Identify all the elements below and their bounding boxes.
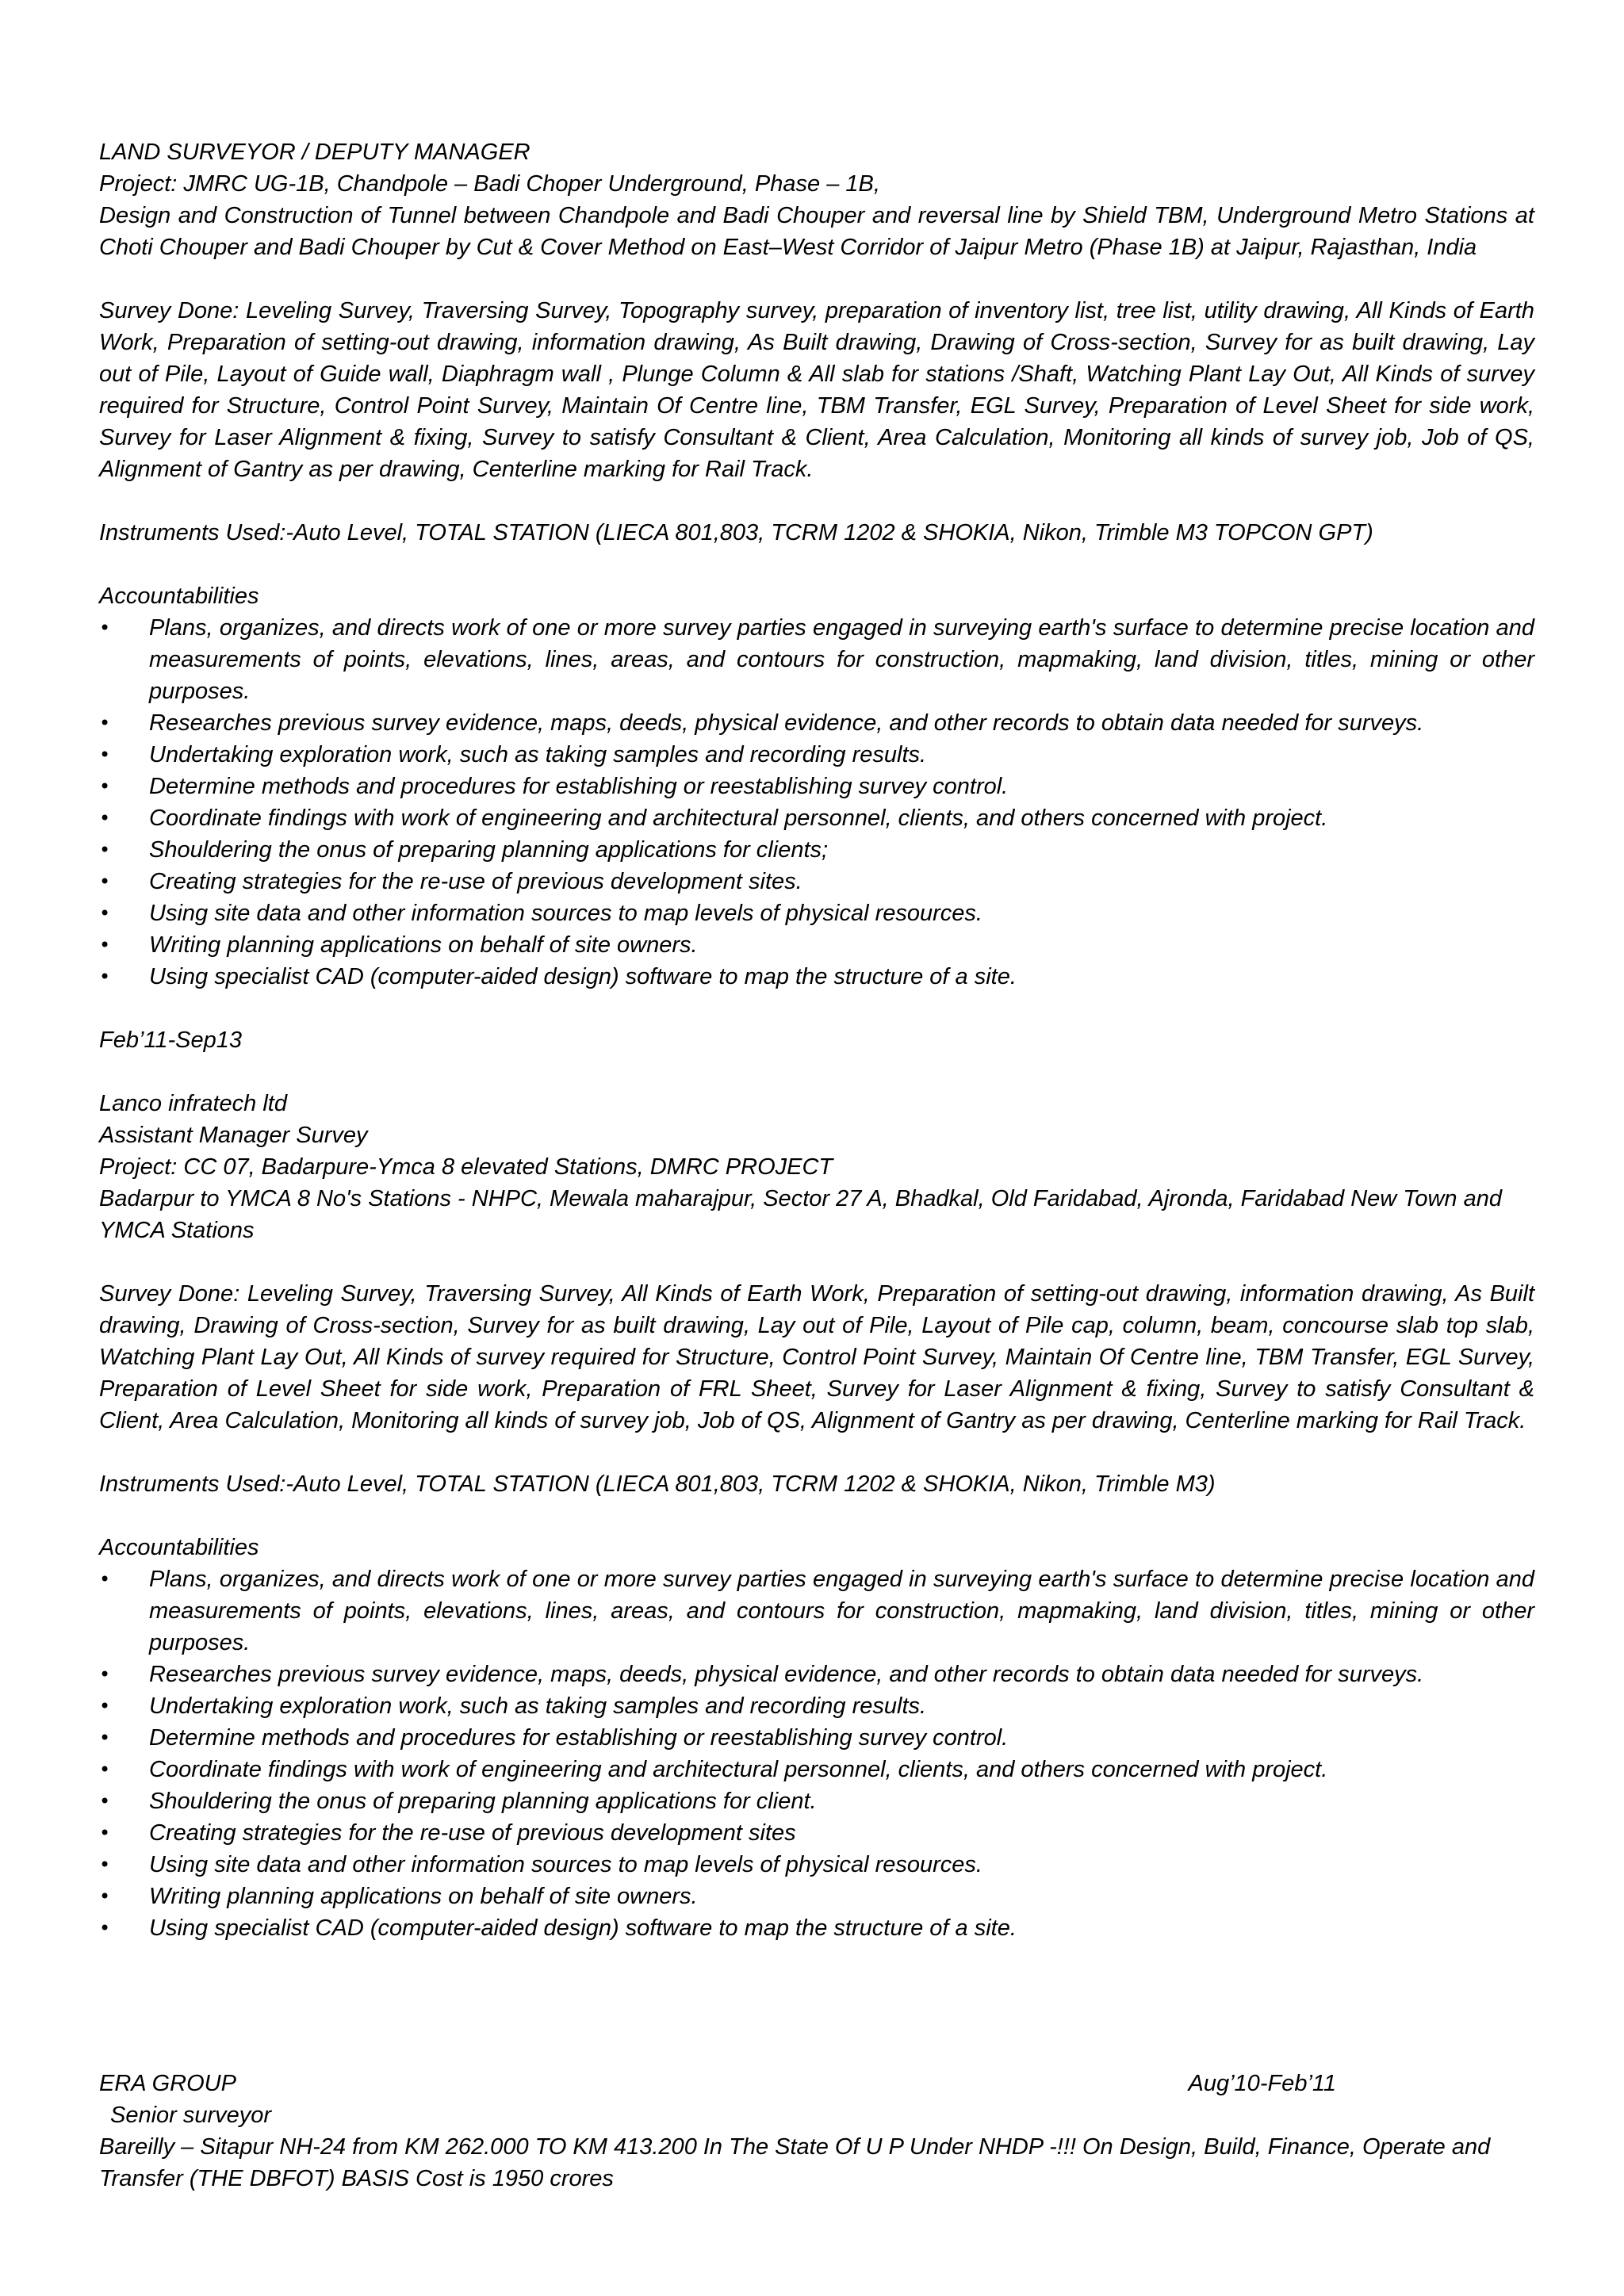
list-item: • Shouldering the onus of preparing planning applications for clients; — [99, 834, 1534, 866]
project-design: Design and Construction of Tunnel between Chandpole and Badi Chouper and reversal line by Shield TBM, Underground Metro Stations at Choti Chouper and Badi Chouper by Cut & Cover Method on East–West Corridor of Jaipur Metro (Phase 1B) at Jaipur, Rajasthan, India — [99, 203, 1534, 260]
company-name: Lanco infratech ltd — [99, 1091, 287, 1116]
instruments-used: Instruments Used:-Auto Level, TOTAL STATION (LIECA 801,803, TCRM 1202 & SHOKIA, Nikon, Trimble M3) — [99, 1471, 1216, 1497]
project-description: Bareilly – Sitapur NH-24 from KM 262.000 TO KM 413.200 In The State Of U P Under NHDP -!!! On Design, Build, Finance, Operate and Transfer (THE DBFOT) BASIS Cost is 1950 crores — [99, 2134, 1491, 2191]
bullet-icon: • — [99, 1790, 111, 1812]
list-item: • Using specialist CAD (computer-aided design) software to map the structure of a site. — [99, 1912, 1534, 1944]
bullet-icon: • — [99, 1885, 111, 1908]
employment-dates: Aug’10-Feb’11 — [1188, 2071, 1336, 2096]
project-line: Project: CC 07, Badarpure-Ymca 8 elevated Stations, DMRC PROJECT — [99, 1154, 833, 1180]
list-item: • Writing planning applications on behalf of site owners. — [99, 929, 1534, 961]
survey-done: Survey Done: Leveling Survey, Traversing Survey, All Kinds of Earth Work, Preparation of setting-out drawing, information drawing, As Built drawing, Drawing of Cross-section, Survey for as built drawing, Lay out of Pile, Layout of Pile cap, column, beam, concourse slab top slab, Watching Plant Lay Out, All Kinds of survey required for Structure, Control Point Survey, Maintain Of Centre line, TBM Transfer, EGL Survey, Preparation of Level Sheet for side work, Preparation of FRL Sheet, Survey for Laser Alignment & fixing, Survey to satisfy Consultant & Client, Area Calculation, Monitoring all kinds of survey job, Job of QS, Alignment of Gantry as per drawing, Centerline marking for Rail Track. — [99, 1281, 1534, 1433]
list-item: • Coordinate findings with work of engineering and architectural personnel, clients, and others concerned with project. — [99, 1754, 1534, 1785]
bullet-icon: • — [99, 807, 111, 829]
employment-dates: Feb’11-Sep13 — [99, 1027, 243, 1053]
bullet-icon: • — [99, 966, 111, 988]
list-item: • Researches previous survey evidence, maps, deeds, physical evidence, and other records to obtain data needed for surveys. — [99, 707, 1534, 739]
list-item: • Determine methods and procedures for establishing or reestablishing survey control. — [99, 1722, 1534, 1754]
role-title: Senior surveyor — [110, 2103, 272, 2128]
bullet-icon: • — [99, 1758, 111, 1781]
bullet-icon: • — [99, 1568, 111, 1590]
list-item: • Undertaking exploration work, such as taking samples and recording results. — [99, 739, 1534, 771]
company-name: ERA GROUP — [99, 2071, 236, 2096]
list-item: • Creating strategies for the re-use of previous development sites. — [99, 866, 1534, 897]
bullet-icon: • — [99, 1695, 111, 1717]
document-page — [99, 136, 1534, 2195]
accountabilities-list — [99, 1563, 1534, 1944]
accountabilities-list — [99, 612, 1534, 993]
bullet-icon: • — [99, 1822, 111, 1844]
accountabilities-heading: Accountabilities — [99, 1535, 259, 1560]
bullet-icon: • — [99, 1727, 111, 1749]
job-title: LAND SURVEYOR / DEPUTY MANAGER — [99, 140, 530, 165]
bullet-icon: • — [99, 934, 111, 956]
bullet-icon: • — [99, 775, 111, 798]
bullet-icon: • — [99, 617, 111, 639]
list-item: • Determine methods and procedures for establishing or reestablishing survey control. — [99, 771, 1534, 802]
accountabilities-heading: Accountabilities — [99, 584, 259, 609]
survey-done: Survey Done: Leveling Survey, Traversing Survey, Topography survey, preparation of inventory list, tree list, utility drawing, All Kinds of Earth Work, Preparation of setting-out drawing, information drawing, As Built drawing, Drawing of Cross-section, Survey for as built drawing, Lay out of Pile, Layout of Guide wall, Diaphragm wall , Plunge Column & All slab for stations /Shaft, Watching Plant Lay Out, All Kinds of survey required for Structure, Control Point Survey, Maintain Of Centre line, TBM Transfer, EGL Survey, Preparation of Level Sheet for side work, Survey for Laser Alignment & fixing, Survey to satisfy Consultant & Client, Area Calculation, Monitoring all kinds of survey job, Job of QS, Alignment of Gantry as per drawing, Centerline marking for Rail Track. — [99, 298, 1534, 482]
list-item: • Plans, organizes, and directs work of one or more survey parties engaged in surveying earth's surface to determine precise location and measurements of points, elevations, lines, areas, and contours for construction, mapmaking, land division, titles, mining or other purposes. — [99, 1563, 1534, 1659]
bullet-icon: • — [99, 744, 111, 766]
project-stations: Badarpur to YMCA 8 No's Stations - NHPC, Mewala maharajpur, Sector 27 A, Bhadkal, Old Faridabad, Ajronda, Faridabad New Town and YMCA Stations — [99, 1186, 1502, 1243]
list-item: • Using site data and other information sources to map levels of physical resources. — [99, 897, 1534, 929]
list-item: • Creating strategies for the re-use of previous development sites — [99, 1817, 1534, 1849]
bullet-icon: • — [99, 1917, 111, 1939]
list-item: • Researches previous survey evidence, maps, deeds, physical evidence, and other records to obtain data needed for surveys. — [99, 1659, 1534, 1690]
list-item: • Writing planning applications on behalf of site owners. — [99, 1881, 1534, 1912]
role-title: Assistant Manager Survey — [99, 1123, 368, 1148]
list-item: • Undertaking exploration work, such as taking samples and recording results. — [99, 1690, 1534, 1722]
company-row — [99, 2068, 1336, 2099]
list-item: • Coordinate findings with work of engineering and architectural personnel, clients, and others concerned with project. — [99, 802, 1534, 834]
bullet-icon: • — [99, 871, 111, 893]
list-item: • Plans, organizes, and directs work of one or more survey parties engaged in surveying earth's surface to determine precise location and measurements of points, elevations, lines, areas, and contours for construction, mapmaking, land division, titles, mining or other purposes. — [99, 612, 1534, 707]
list-item: • Using specialist CAD (computer-aided design) software to map the structure of a site. — [99, 961, 1534, 993]
bullet-icon: • — [99, 1663, 111, 1686]
list-item: • Using site data and other information sources to map levels of physical resources. — [99, 1849, 1534, 1881]
bullet-icon: • — [99, 839, 111, 861]
bullet-icon: • — [99, 712, 111, 734]
bullet-icon: • — [99, 902, 111, 924]
instruments-used: Instruments Used:-Auto Level, TOTAL STATION (LIECA 801,803, TCRM 1202 & SHOKIA, Nikon, Trimble M3 TOPCON GPT) — [99, 520, 1373, 545]
list-item: • Shouldering the onus of preparing planning applications for client. — [99, 1785, 1534, 1817]
bullet-icon: • — [99, 1854, 111, 1876]
project-line: Project: JMRC UG-1B, Chandpole – Badi Choper Underground, Phase – 1B, — [99, 171, 880, 197]
